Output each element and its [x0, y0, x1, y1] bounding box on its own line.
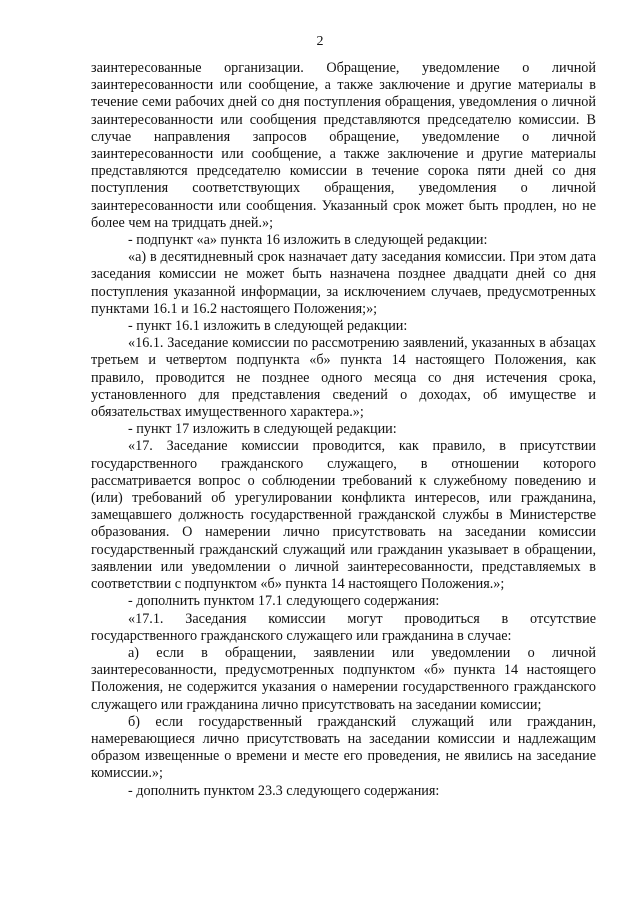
paragraph-17-text: «17. Заседание комиссии проводится, как правило, в присутствии государственного гражданского служащего, в отношении которого рассматривается вопрос о соблюдении требований к служебному поведению и (или) требований об урегулировании конфликта интересов, или гражданина, замещавшего должность государственной гражданской службы в Министерстве образования. О намерении лично присутствовать на заседании комиссии государственный гражданский служащий или гражданин указывает в обращении, заявлении или уведомлении о личной заинтересованности, представляемых в соответствии с подпунктом «б» пункта 14 настоящего Положения.»; [91, 438, 596, 593]
paragraph-16a-text: «а) в десятидневный срок назначает дату заседания комиссии. При этом дата заседания комиссии не может быть назначена позднее двадцати дней со дня поступления указанной информации, за исключением случаев, предусмотренных пунктами 16.1 и 16.2 настоящего Положения;»; [91, 249, 596, 317]
paragraph-16-1-text: «16.1. Заседание комиссии по рассмотрению заявлений, указанных в абзацах третьем и четвертом подпункта «б» пункта 14 настоящего Положения, как правило, проводится не позднее одного месяца со дня истечения срока, установленного для представления сведений о доходах, об имуществе и обязательствах имущественного характера.»; [91, 335, 596, 421]
paragraph-17-1-b: б) если государственный гражданский служащий или гражданин, намеревающиеся лично присутствовать на заседании комиссии и надлежащим образом извещенные о времени и месте его проведения, не явились на заседание комиссии.»; [91, 713, 596, 782]
paragraph-amend-16a-intro: - подпункт «а» пункта 16 изложить в следующей редакции: [128, 232, 488, 249]
paragraph-17-1-text: «17.1. Заседания комиссии могут проводиться в отсутствие государственного гражданского служащего или гражданина в случае: [91, 610, 596, 644]
paragraph-amend-16-1-intro: - пункт 16.1 изложить в следующей редакции: [128, 318, 408, 335]
page-number: 2 [316, 34, 324, 49]
paragraph-17-1-a: а) если в обращении, заявлении или уведомлении о личной заинтересованности, предусмотренных подпунктом «б» пункта 14 настоящего Положения, не содержится указания о намерении государственного гражданского служащего или гражданина лично присутствовать на заседании комиссии; [91, 644, 596, 713]
paragraph-amend-17-intro: - пункт 17 изложить в следующей редакции: [128, 421, 397, 438]
paragraph-continuation: заинтересованные организации. Обращение, уведомление о личной заинтересованности или сообщение, а также заключение и другие материалы в течение семи рабочих дней со дня поступления обращения, уведомления о личной заинтересованности или сообщения представляются председателю комиссии. В случае направления запросов обращение, уведомление о личной заинтересованности или сообщение, а также заключение и другие материалы представляются председателю комиссии в течение сорока пяти дней со дня поступления соответствующих обращения, уведомления о личной заинтересованности или сообщения. Указанный срок может быть продлен, но не более чем на тридцать дней.»; [91, 60, 596, 231]
paragraph-add-17-1-intro: - дополнить пунктом 17.1 следующего содержания: [128, 593, 440, 610]
document-body [91, 60, 596, 800]
paragraph-add-23-3-intro: - дополнить пунктом 23.3 следующего содержания: [128, 782, 440, 799]
